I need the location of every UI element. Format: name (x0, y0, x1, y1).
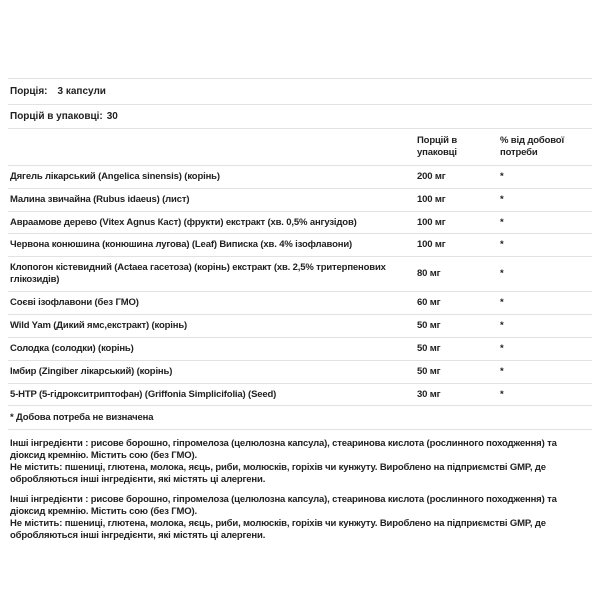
table-row (8, 166, 592, 189)
table-row (8, 234, 592, 257)
ingredient-name: 5-HTP (5-гідрокситриптофан) (Griffonia Simplicifolia) (Seed) (10, 388, 277, 400)
ingredient-name: Дягель лікарський (Angelica sinensis) (корінь) (10, 170, 220, 182)
other-ingredients-text: Інші інгредієнти : рисове борошно, гіпромелоза (целюлозна капсула), стеаринова кислота (рослинного походження) та діоксид кремнію. Містить сою (без ГМО). (10, 494, 557, 518)
servings-per-container-row (8, 105, 592, 129)
serving-size-label: Порція: (10, 86, 48, 97)
ingredient-daily-value: * (500, 388, 504, 400)
other-ingredients-paragraph (10, 438, 590, 486)
other-ingredients-text: Інші інгредієнти : рисове борошно, гіпромелоза (целюлозна капсула), стеаринова кислота (рослинного походження) та діоксид кремнію. Містить сою (без ГМО). (10, 438, 557, 462)
ingredient-name: Малина звичайна (Rubus idaeus) (лист) (10, 193, 190, 205)
table-header-row (8, 129, 592, 166)
table-row (8, 292, 592, 315)
ingredient-name: Клопогон кістевидний (Actaea гасетоза) (корінь) екстракт (хв. 2,5% тритерпенових глікозидів) (10, 262, 386, 286)
ingredient-daily-value: * (500, 170, 504, 182)
header-amount-column: Порцій в упаковці (417, 135, 458, 158)
ingredient-name: Імбир (Zingiber лікарський) (корінь) (10, 365, 173, 377)
ingredient-amount: 200 мг (417, 170, 446, 182)
ingredient-name: Соєві ізофлавони (без ГМО) (10, 297, 139, 308)
table-row (8, 315, 592, 338)
ingredient-daily-value: * (500, 193, 504, 205)
ingredient-daily-value: * (500, 319, 504, 331)
ingredient-amount: 100 мг (417, 216, 446, 228)
ingredient-daily-value: * (500, 239, 504, 251)
ingredient-amount: 30 мг (417, 388, 441, 400)
allergen-info-text: Не містить: пшениці, глютена, молока, яєць, риби, молюсків, горіхів чи кунжуту. Вироблено на підприємстві GMP, де обробляються інші інгредієнти, які містять ці алергени. (10, 518, 546, 542)
table-row (8, 257, 592, 292)
serving-size-value: 3 капсули (57, 86, 106, 97)
ingredient-amount: 100 мг (417, 239, 446, 251)
ingredient-daily-value: * (500, 297, 504, 308)
table-row (8, 384, 592, 407)
servings-per-container-label: Порцій в упаковці: (10, 111, 103, 122)
ingredient-amount: 100 мг (417, 193, 446, 205)
ingredient-amount: 50 мг (417, 342, 441, 354)
table-row (8, 338, 592, 361)
serving-size-row (8, 79, 592, 105)
table-row (8, 212, 592, 235)
other-ingredients-paragraph (10, 494, 590, 542)
ingredient-name: Солодка (солодки) (корінь) (10, 342, 134, 354)
ingredient-amount: 60 мг (417, 297, 441, 308)
ingredient-name: Червона конюшина (конюшина лугова) (Leaf) Виписка (хв. 4% ізофлавони) (10, 239, 353, 251)
ingredient-daily-value: * (500, 365, 504, 377)
header-daily-value-column: % від добової потреби (500, 135, 564, 158)
header-ingredient-column (8, 141, 415, 153)
ingredient-name: Wild Yam (Дикий ямс,екстракт) (корінь) (10, 319, 188, 331)
servings-per-container-value: 30 (106, 111, 118, 122)
daily-value-footnote: * Добова потреба не визначена (8, 406, 592, 430)
ingredient-daily-value: * (500, 268, 504, 280)
ingredient-amount: 50 мг (417, 319, 441, 331)
table-row (8, 189, 592, 212)
ingredient-name: Авраамове дерево (Vitex Agnus Каст) (фрукти) екстракт (хв. 0,5% ангузідов) (10, 216, 357, 228)
other-ingredients-section (8, 430, 592, 542)
ingredient-daily-value: * (500, 342, 504, 354)
table-row (8, 361, 592, 384)
ingredient-amount: 50 мг (417, 365, 441, 377)
ingredient-amount: 80 мг (417, 268, 441, 280)
allergen-info-text: Не містить: пшениці, глютена, молока, яєць, риби, молюсків, горіхів чи кунжуту. Вироблено на підприємстві GMP, де обробляються інші інгредієнти, які містять ці алергени. (10, 462, 546, 486)
ingredient-daily-value: * (500, 216, 504, 228)
